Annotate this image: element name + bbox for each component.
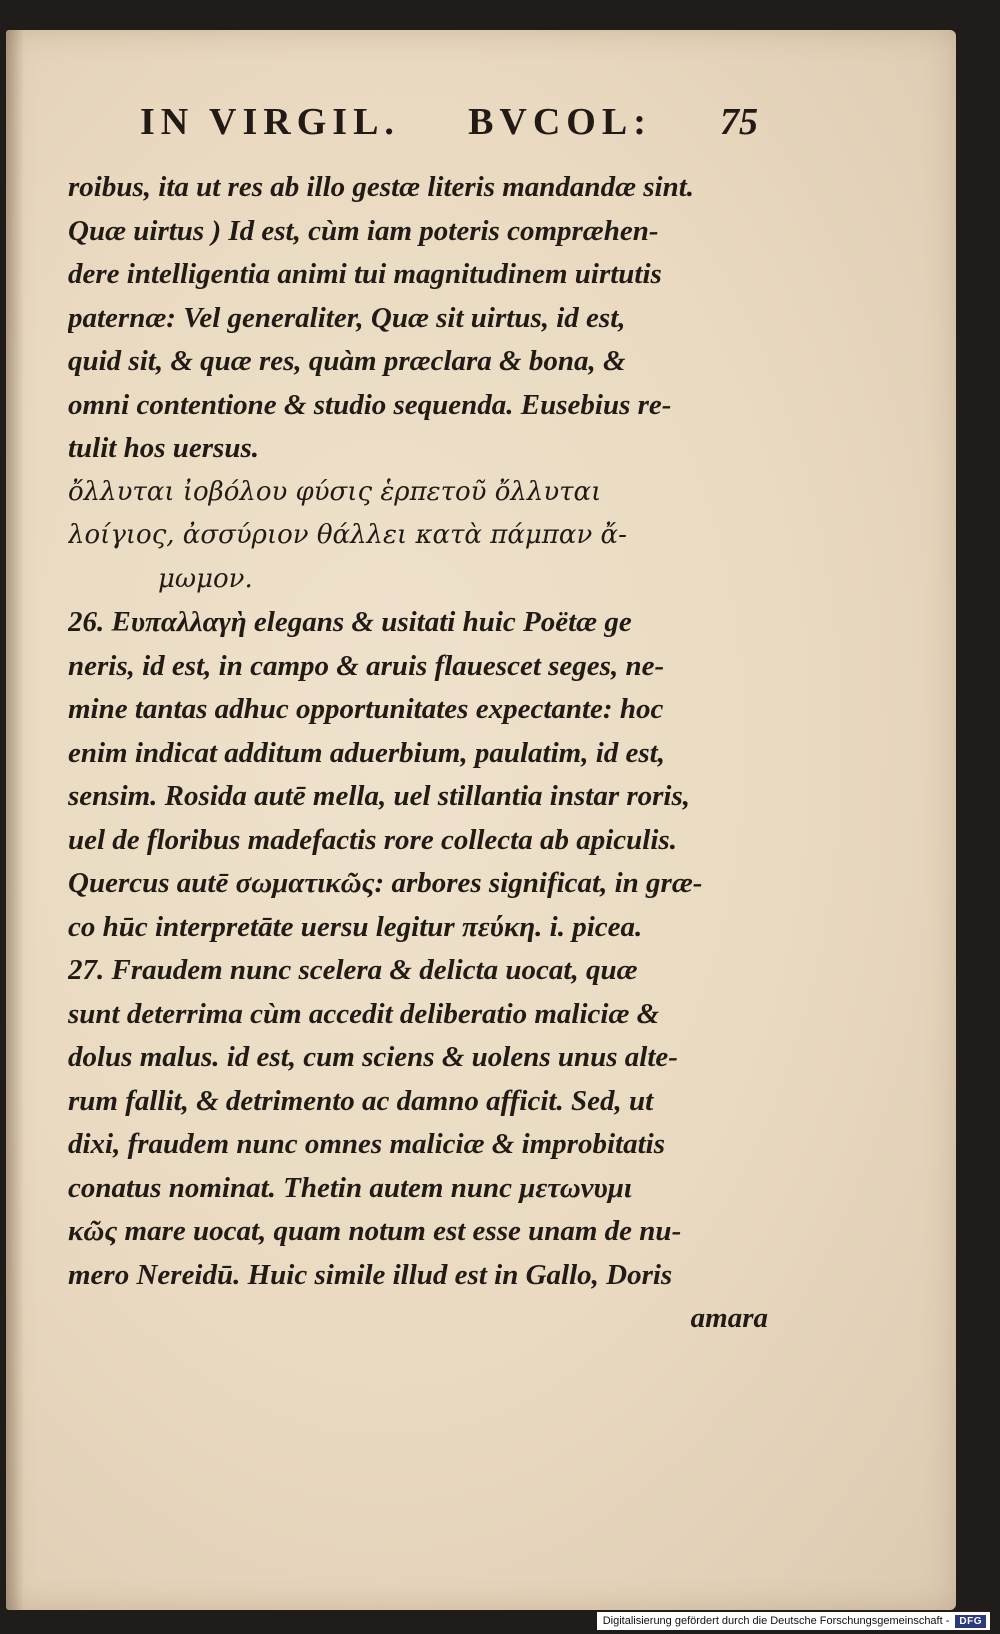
spine-shadow xyxy=(6,30,24,1610)
book-page xyxy=(6,30,956,1610)
text-line: Quercus autē σωματικῶς: arbores significat, in græ- xyxy=(68,867,703,899)
text-line: dixi, fraudem nunc omnes maliciæ & improbitatis xyxy=(68,1128,665,1160)
text-line: quid sit, & quæ res, quàm præclara & bona, & xyxy=(68,345,626,377)
text-line: mero Nereidū. Huic simile illud est in Gallo, Doris xyxy=(68,1258,673,1291)
text-line: sensim. Rosida autē mella, uel stillantia instar roris, xyxy=(68,780,691,812)
text-line: roibus, ita ut res ab illo gestæ literis mandandæ sint. xyxy=(68,171,695,203)
text-line: conatus nominat. Thetin autem nunc μετωνυμι xyxy=(68,1171,632,1204)
dfg-logo: DFG xyxy=(955,1615,986,1628)
text-line: tulit hos uersus. xyxy=(68,432,260,464)
running-head xyxy=(68,100,768,162)
text-block xyxy=(68,100,768,1341)
text-line: ὄλλυται ἰοβόλου φύσις ἑρπετοῦ ὄλλυται xyxy=(68,476,602,507)
text-line: λοίγιος, ἀσσύριον θάλλει κατὰ πάμπαν ἄ- xyxy=(68,520,627,550)
text-line: mine tantas adhuc opportunitates expectante: hoc xyxy=(68,693,664,725)
folio-number: 75 xyxy=(720,101,758,143)
text-line: κῶς mare uocat, quam notum est esse unam de nu- xyxy=(68,1215,682,1247)
text-line: 26. Ευπαλλαγὴ elegans & usitati huic Poëtæ ge xyxy=(68,606,632,638)
text-line: 27. Fraudem nunc scelera & delicta uocat, quæ xyxy=(68,954,638,986)
text-line: dolus malus. id est, cum sciens & uolens unus alte- xyxy=(68,1041,678,1073)
digitization-footer xyxy=(597,1612,990,1630)
footer-credit: Digitalisierung gefördert durch die Deutsche Forschungsgemeinschaft - xyxy=(602,1615,950,1627)
text-line: sunt deterrima cùm accedit deliberatio maliciæ & xyxy=(68,997,660,1030)
text-line: co hūc interpretāte uersu legitur πεύκη. i. picea. xyxy=(68,910,643,943)
catchword: amara xyxy=(690,1302,768,1334)
text-line: enim indicat additum aduerbium, paulatim, id est, xyxy=(68,736,665,769)
text-line: neris, id est, in campo & aruis flauescet seges, ne- xyxy=(68,649,665,682)
text-line: Quæ uirtus ) Id est, cùm iam poteris compræhen- xyxy=(68,214,659,247)
running-head-right: BVCOL: xyxy=(468,101,652,143)
body-text xyxy=(68,166,768,1297)
text-line: paternæ: Vel generaliter, Quæ sit uirtus, id est, xyxy=(68,301,626,334)
running-head-left: IN VIRGIL. xyxy=(140,101,400,143)
text-line: rum fallit, & detrimento ac damno afficit. Sed, ut xyxy=(68,1084,654,1117)
text-line: dere intelligentia animi tui magnitudinem uirtutis xyxy=(68,258,662,290)
text-line: μωμον. xyxy=(158,563,253,594)
text-line: uel de floribus madefactis rore collecta ab apiculis. xyxy=(68,823,677,856)
text-line: omni contentione & studio sequenda. Eusebius re- xyxy=(68,388,672,421)
